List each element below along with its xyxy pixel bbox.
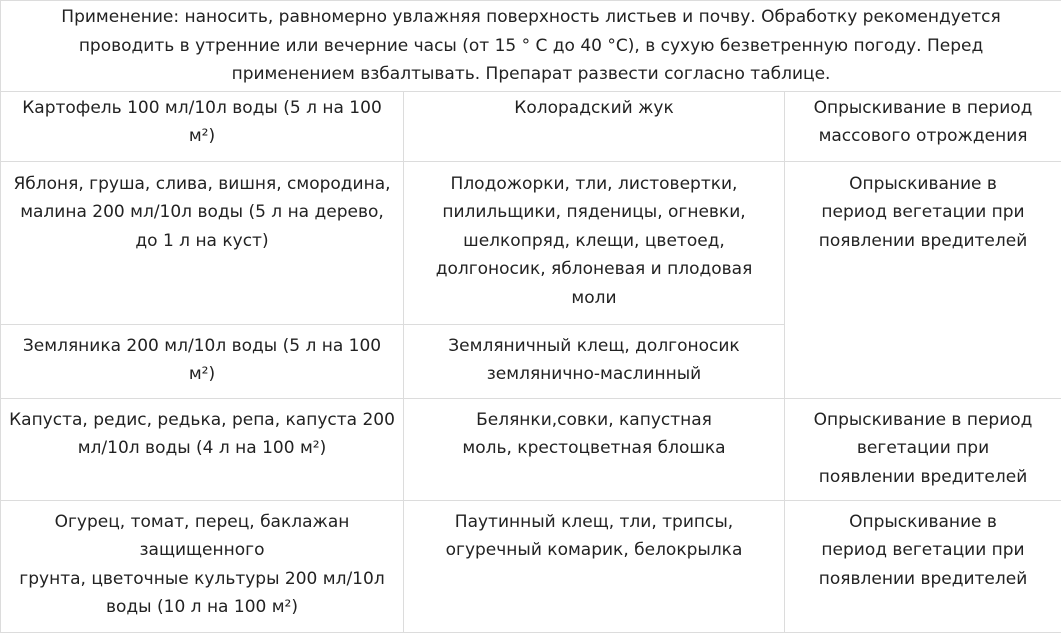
instructions-line: применением взбалтывать. Препарат развести согласно таблице. [5, 60, 1057, 89]
pests-text: Колорадский жук [408, 94, 780, 123]
instructions-line: проводить в утренние или вечерние часы (от 15 ° С до 40 °С), в сухую безветренную погоду. Перед [5, 32, 1057, 61]
pests-text: землянично-маслинный [408, 360, 780, 389]
method-text: появлении вредителей [789, 227, 1057, 256]
crop-text: м²) [5, 360, 399, 389]
method-text: Опрыскивание в [789, 170, 1057, 199]
pests-cell [404, 161, 785, 324]
method-text: период вегетации при [789, 198, 1057, 227]
crop-text: воды (10 л на 100 м²) [5, 593, 399, 622]
method-text: Опрыскивание в период [789, 94, 1057, 123]
crop-text: защищенного [5, 536, 399, 565]
crop-text: грунта, цветочные культуры 200 мл/10л [5, 565, 399, 594]
method-text: вегетации при [789, 434, 1057, 463]
pests-text: моли [408, 284, 780, 313]
pests-text: моль, крестоцветная блошка [408, 434, 780, 463]
pests-text: Паутинный клещ, тли, трипсы, [408, 508, 780, 537]
method-text: появлении вредителей [789, 565, 1057, 594]
crop-text: Капуста, редис, редька, репа, капуста 200 [5, 406, 399, 435]
crop-text: Огурец, томат, перец, баклажан [5, 508, 399, 537]
method-cell [785, 91, 1061, 161]
method-text: период вегетации при [789, 536, 1057, 565]
instructions-line: Применение: наносить, равномерно увлажняя поверхность листьев и почву. Обработку рекомендуется [5, 3, 1057, 32]
method-cell [785, 500, 1061, 632]
pests-cell [404, 324, 785, 398]
crop-text: Яблоня, груша, слива, вишня, смородина, [5, 170, 399, 199]
crop-text: мл/10л воды (4 л на 100 м²) [5, 434, 399, 463]
crop-cell [1, 398, 404, 500]
table-row [1, 398, 1061, 500]
method-text: Опрыскивание в период [789, 406, 1057, 435]
pests-text: Белянки,совки, капустная [408, 406, 780, 435]
method-text: массового отрождения [789, 122, 1057, 151]
method-cell [785, 161, 1061, 398]
crop-text: Земляника 200 мл/10л воды (5 л на 100 [5, 332, 399, 361]
pests-text: Земляничный клещ, долгоносик [408, 332, 780, 361]
table-row [1, 500, 1061, 632]
pests-text: пилильщики, пяденицы, огневки, [408, 198, 780, 227]
pests-cell [404, 398, 785, 500]
crop-text: Картофель 100 мл/10л воды (5 л на 100 [5, 94, 399, 123]
pests-text: Плодожорки, тли, листовертки, [408, 170, 780, 199]
method-text: появлении вредителей [789, 463, 1057, 492]
pests-text: огуречный комарик, белокрылка [408, 536, 780, 565]
pests-cell [404, 500, 785, 632]
crop-text: малина 200 мл/10л воды (5 л на дерево, [5, 198, 399, 227]
crop-cell [1, 91, 404, 161]
table-row [1, 161, 1061, 324]
table-row [1, 91, 1061, 161]
crop-cell [1, 500, 404, 632]
crop-text: до 1 л на куст) [5, 227, 399, 256]
method-text: Опрыскивание в [789, 508, 1057, 537]
crop-cell [1, 161, 404, 324]
instructions-cell [1, 1, 1061, 92]
crop-text: м²) [5, 122, 399, 151]
pests-text: долгоносик, яблоневая и плодовая [408, 255, 780, 284]
crop-cell [1, 324, 404, 398]
pests-text: шелкопряд, клещи, цветоед, [408, 227, 780, 256]
method-cell [785, 398, 1061, 500]
pests-cell [404, 91, 785, 161]
